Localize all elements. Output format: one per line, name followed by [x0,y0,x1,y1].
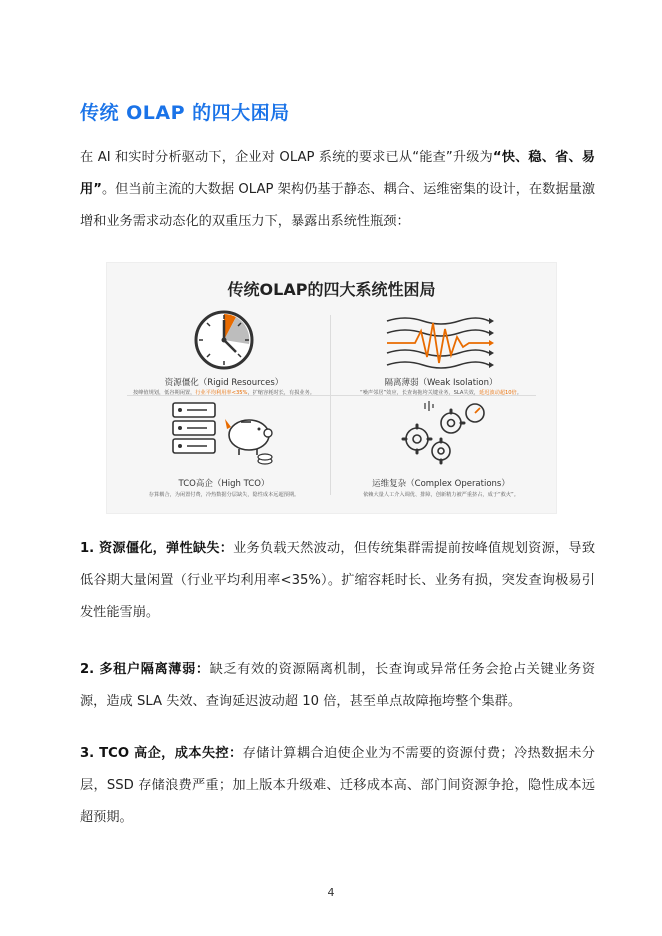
server-piggy-bank-icon [169,399,279,469]
quadrant-label-rigid-resources: 资源僵化（Rigid Resources） [164,378,284,388]
figure-divider-vertical [330,315,331,495]
quadrant-label-weak-isolation: 隔离薄弱（Weak Isolation） [384,378,498,388]
point-2-paragraph [80,654,595,718]
quadrant-desc-high-tco: 存算耦合，为闲置付费，冷热数据分层缺失，隐性成本远超预期。 [148,492,300,498]
quadrant-desc-complex-operations: 依赖大量人工介入调优、排障，创新精力被严重挤占，成于“救火”。 [363,492,519,498]
point-3-text: 存储计算耦合迫使企业为不需要的资源付费；冷热数据未分层，SSD 存储浪费严重；加上版本升级难、迁移成本高、部门间资源争抢，隐性成本远超预期。 [80,746,595,825]
point-3-paragraph [80,738,595,834]
intro-paragraph [80,142,595,238]
four-dilemmas-figure [106,262,557,514]
gears-gauge-icon [395,399,487,471]
intro-text-after: 。但当前主流的大数据 OLAP 架构仍基于静态、耦合、运维密集的设计，在数据量激增和业务需求动态化的双重压力下，暴露出系统性瓶颈： [80,182,596,229]
section-heading: 传统 OLAP 的四大困局 [80,102,290,124]
quadrant-label-complex-operations: 运维复杂（Complex Operations） [372,479,510,489]
quadrant-desc-rigid-resources: 按峰值规划，低谷期闲置，行业平均利用率<35%，扩缩容耗时长，有损业务。 [133,390,315,396]
quadrant-label-high-tco: TCO高企（High TCO） [178,479,270,489]
figure-title: 传统OLAP的四大系统性困局 [227,280,436,299]
point-1-text: 业务负载天然波动，但传统集群需提前按峰值规划资源，导致低谷期大量闲置（行业平均利用率<35%）。扩缩容耗时长、业务有损，突发查询极易引发性能雪崩。 [80,541,596,620]
point-1-title: 1. 资源僵化，弹性缺失： [80,541,234,556]
point-2-text: 缺乏有效的资源隔离机制，长查询或异常任务会抢占关键业务资源，造成 SLA 失效、查询延迟波动超 10 倍，甚至单点故障拖垮整个集群。 [80,662,596,709]
point-2-title: 2. 多租户隔离薄弱： [80,662,210,677]
intro-bold: “快、稳、省、易用” [80,150,595,197]
interference-waves-icon [385,313,495,373]
page-number: 4 [327,886,335,899]
point-1-paragraph [80,533,595,629]
intro-text-before: 在 AI 和实时分析驱动下，企业对 OLAP 系统的要求已从“能查”升级为 [80,150,493,165]
quadrant-desc-weak-isolation: “噪声邻居”效应，长查询拖垮关键业务，SLA失效，延迟波动超10倍。 [360,390,522,396]
point-3-title: 3. TCO 高企，成本失控： [80,746,243,761]
clock-icon [192,308,256,372]
